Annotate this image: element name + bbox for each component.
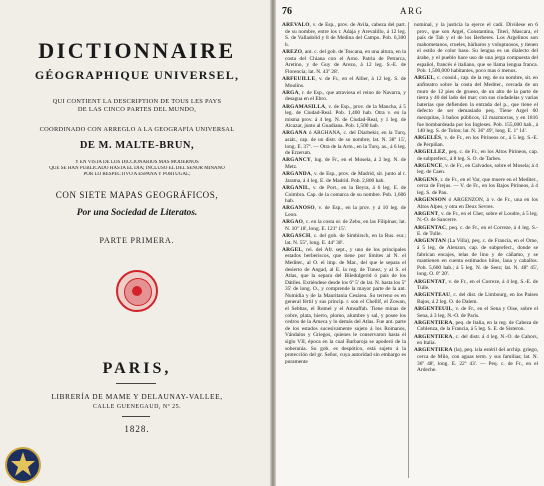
entry-text: , c. en la costa or. de Zebu, en las Filipinas; lat. N. 10º 18', long. E. 121º 15'. xyxy=(285,219,406,232)
dictionary-entry xyxy=(282,205,406,218)
dictionary-entry xyxy=(282,157,406,170)
entry-headword: ARGANCY xyxy=(282,157,311,164)
entry-headword: ARGEL xyxy=(282,246,303,253)
entry-text: , c. consid., cap. de la reg. de su nombre, sit. en anfiteatro sobre la costa del Mediter., cercada de un muro de 12 pies de grueso, de un alto de la parte de tierra y 40 del lado del mar; con sus ciudadelas y varias baterías que defienden la entrada del p., que tiene el defecto de ser demasiado peq. Tiene Argel 60 mezquitas, 3 baños públicos, 12 mazmorras, y en 1816 fue bombardeada por los Ingleses. Pob. 155,000 hab., á 140 leg. S. de Tolon; lat. N. 36º 49', long. E. 1º 14'. xyxy=(417,75,538,135)
entry-text: , v. de Fr., en el Cher, sobre el Loudre, á 5 leg. N.-O. de Sancerre. xyxy=(417,210,538,224)
entry-headword: ARGENCE xyxy=(414,162,443,169)
dictionary-entry xyxy=(282,171,406,184)
publisher-line: LIBRERÍA DE MAME Y DELAUNAY-VALLEE, xyxy=(51,392,223,401)
dictionary-entry xyxy=(282,219,406,232)
dictionary-entry xyxy=(414,292,538,305)
entry-headword: ARGANA xyxy=(282,130,307,137)
dictionary-entry xyxy=(414,279,538,292)
watermark-logo-icon xyxy=(4,446,42,484)
entry-text: , v. de Esp., prov. de la Mancha, á 5 leg. de Ciudad-Real. Pob. 1,400 hab. Otra v. en la misma prov. á 4 leg. N. de Ciudad-Real, y 1 leg. de Alcazar, junto al Guadiana. Pob. 1,500 hab. xyxy=(285,103,406,130)
entry-text: , peq. c. de Fr., en el Correze, á 4 leg. S.-E. de Tulle. xyxy=(417,224,538,238)
entry-text: , v. de Fr., en Calvados, sobre el Mosela; á 4 leg. de Caen. xyxy=(417,162,538,176)
entry-text: , v. de Fr., en el Correze, á 4 leg. S.-E. de Tulle. xyxy=(417,278,538,292)
page-number: 76 xyxy=(282,6,292,17)
entry-headword: AREZO xyxy=(282,48,303,55)
entry-text: , v. de Port., en la Beyra, á 6 leg. E. de Coimbra. Cap. de la comarca de su nombre. Pob. 1,606 hab. xyxy=(285,185,406,205)
dictionary-entry xyxy=(414,197,538,210)
left-column xyxy=(282,22,406,482)
entry-text: , r. de Esp., que atraviesa el reino de Navarra, y desagua en el Ebro. xyxy=(285,89,406,103)
entry-headword: ARGANOSO xyxy=(282,205,315,212)
dictionary-entry xyxy=(282,49,406,75)
dictionary-entry xyxy=(414,149,538,162)
publication-year: 1828. xyxy=(124,424,150,434)
entry-headword: ARGEL xyxy=(414,75,435,82)
book-title: DICTIONNAIRE xyxy=(38,38,236,63)
entry-text: , v. de Fr., en los Pirineos or., á 5 leg. S.-E. de Perpiñan. xyxy=(417,135,538,148)
entry-text: ó ARGHANA, c. del Diarbekir, en la Turq. asiát., cap. de un distr. de su nombre; lat. N. 38º 15', long. E. 37º. — Otra de la Arm., en la Turq. as., á 6 leg. de Erzerum. xyxy=(285,130,406,157)
entry-headword: ARGENTEUIL xyxy=(414,306,453,313)
entry-headword: ARFEUILLE xyxy=(282,75,316,82)
divider xyxy=(122,416,150,417)
dictionary-entry xyxy=(282,247,406,366)
dictionary-entry xyxy=(282,185,406,205)
entry-headword: ARGANIL xyxy=(282,185,309,191)
coordination-line: COORDINADO CON ARREGLO A LA GEOGRAFÍA UNIVERSAL xyxy=(39,126,235,133)
dictionary-entry xyxy=(414,211,538,224)
entry-text: , v. de Esp., en la prov. y á 10 leg. de Leon. xyxy=(285,205,406,218)
entry-text: ó ARGENZON, á v. de Fr., una en los Altos Alpes, y otra en Deux Sevres. xyxy=(417,197,538,210)
entry-text: , lug. de Fr., en el Mosela, á 2 leg. N. de Metz. xyxy=(285,157,406,171)
entry-text: (La Villa), peq. c. de Francia, en el Orne, á 5 leg. de Alenzon, cap. de subprefect., donde se fabrican encajes, telas de lino y de cáñamo, y se mantienen en cuenta estimados hilos, lana y caballos. Pob. 5,600 hab.; á 5 leg. N. de Seez; lat. N. 48º 45', long. O. 0º 20'. xyxy=(417,238,538,278)
note-line-2: QUE SE HAN PUBLICADO HASTA EL DIA; INCLUSO EL DEL SEÑOR MIÑANO xyxy=(49,166,225,171)
divider xyxy=(116,383,156,384)
dictionary-entry xyxy=(414,75,538,134)
society-line: Por una Sociedad de Literatos. xyxy=(76,208,198,218)
entry-headword: ARGENTEAU xyxy=(414,292,451,299)
dictionary-entry xyxy=(282,233,406,246)
running-head: ARG xyxy=(400,6,424,16)
dictionary-entry xyxy=(414,347,538,373)
entry-text: , v. de Fr., en el Allier, á 12 leg. S. de Moulins. xyxy=(285,75,406,89)
entry-headword: ARGENTAC xyxy=(414,224,447,231)
note-line-1: Y EN VISTA DE LOS DICCIONARIOS MAS MODERNOS xyxy=(75,160,199,165)
author-line: DE M. MALTE-BRUN, xyxy=(79,140,195,151)
dictionary-entry xyxy=(414,306,538,319)
entry-text: , peq. de Italia, en la reg. de Cabeza de Coblenza, de la Francia, á 5 leg. S. E. de Sisteron. xyxy=(417,319,538,333)
dictionary-page xyxy=(276,0,544,486)
book-subtitle: GÉOGRAPHIQUE UNIVERSEL, xyxy=(34,68,240,82)
dictionary-entry xyxy=(414,177,538,197)
dictionary-entry xyxy=(282,76,406,89)
address-line: CALLE GUENÉGAUD, Nº 25. xyxy=(92,404,182,410)
note-line-3: POR LO RESPECTIVO A ESPAÑA Y PORTUGAL; xyxy=(83,172,191,177)
entry-headword: ARGELÉS xyxy=(414,135,442,142)
entry-headword: ARGELLEZ xyxy=(414,149,446,156)
entry-text: , rei. del Afr. sept., y uno de los principales estados berberiscos, que tiene por límites al N. el Mediter., al O. el imp. de Mar., del que le separa el desierto de Angad, al E. la reg. de Tunez, y al S. el Atlas, que la separa del Biledulgerid ó país de los Dátiles. Extiéndese desde los 6º 5' de lat. N. hasta los 5º 35' de long. O., y comprende la mayor parte de la ant. Numidia y de la Mauritania Cesárea. Su terreno es en general fértil y sus princip. r. son el Chellif, el Zowan, el Sebbas, el Rumel y el Amsaffah. Tiene minas de cobre, plata, hierro, plomo, alumbre y sal, y posee los cedros de la Ameca y lo demás del Atlas. Fue ant. parte de los estados sucesivamente sujeto á los Romanos, Vándalos y Griegos, quienes le conservaron hasta el siglo VII, época en la cual Barbaroja se apoderó de la soberanía. Su gob. es despótico, está sujeto á la protección del gr. Señor, cuya autoridad sin embargo es puramente xyxy=(285,246,406,365)
entry-text: (la), peq. isla estéril del archip. griego, cerca de Milo, con aguas term. y sus familias; lat. N. 36º 48', long. E. 22º 43'. — Peq. c. de Fr., en el Ardeche. xyxy=(417,347,538,374)
entry-text: , v. de Esp., prov. de Avila, cabeza del part. de su nombre, entre los r. Adaja y Arevalillo, á 12 leg. S. de Valladolid y 8 de Medina del Campo. Pob. 6,300 h. xyxy=(285,22,406,48)
entry-text: , c. del distr. á 4 leg. N.-O. de Cahors, en Italia. xyxy=(417,333,538,347)
entry-text: , v. de Esp., prov. de Madrid, sit. junto al r. Jarama, á 4 leg. E. de Madrid. Pob. 2,800 hab. xyxy=(285,171,406,184)
dictionary-entry xyxy=(414,163,538,176)
library-stamp-icon xyxy=(116,270,158,312)
dictionary-entry xyxy=(414,320,538,333)
dictionary-entry xyxy=(414,238,538,278)
entry-headword: ARGAO xyxy=(282,219,304,226)
entry-text: , c. del gob. de Simbirsch, en la Rus. eur.; lat. N. 55º, long. E. 44º 30'. xyxy=(285,232,406,246)
entry-headword: ARÉVALO xyxy=(282,22,310,28)
page-header xyxy=(282,6,540,18)
dictionary-entry xyxy=(282,104,406,130)
entry-headword: ARGASCH xyxy=(282,232,311,239)
entry-headword: ARGENT xyxy=(414,210,439,217)
dictionary-entry xyxy=(282,90,406,103)
entry-headword: ARGAMASILLA xyxy=(282,103,326,110)
entry-headword: ARGENTIERA xyxy=(414,319,453,326)
entry-headword: ARGENTIERA xyxy=(414,333,453,340)
entry-text: , v. de Fr., en el Sena y Oise, sobre el Sena, á 3 leg. N.-O. de Paris. xyxy=(417,306,538,319)
entry-headword: ARGENTAN xyxy=(414,238,447,245)
dictionary-entry xyxy=(282,22,406,48)
entry-headword: ARGANDA xyxy=(282,171,311,178)
dictionary-entry xyxy=(414,22,538,75)
entry-headword: ARGENSON xyxy=(414,197,447,203)
entry-text: , c. del dist. de Limbourg, en los Países Bajos, á 2 leg. O. de Dalem. xyxy=(417,292,538,305)
dictionary-entry xyxy=(282,130,406,156)
entry-headword: ARGA xyxy=(282,89,299,96)
publication-city: PARIS, xyxy=(102,360,172,377)
entry-headword: ARGENS xyxy=(414,176,438,183)
entry-text: , peq. c. de Fr., en los Altos Pirineos, cap. de subprefect., á 8 leg. S. O. de Tarbes. xyxy=(417,149,538,162)
entry-text: nominal, y la justicia la ejerce el cadí. Divídese en 6 prov., que son Argel, Constantina, Titeri, Mascara, el país de Tab y el de los Berberes. Los Argelinos son mahometanos, crueles, bárbaros y voluptuosos, y tienen el estilo de color baso. Su lengua es un dialecto del árabe, y el pueblo hace uso de una jerga compuesta del español, francés é italiano, que se llama lengua franca. Pob. 1,500,000 habitantes, poco mas ó menos. xyxy=(414,22,538,75)
entry-headword: ARGENTIERA xyxy=(414,347,453,354)
dictionary-entry xyxy=(414,225,538,238)
entry-headword: ARGENTAT xyxy=(414,278,446,285)
maps-line: CON SIETE MAPAS GEOGRÁFICOS, xyxy=(55,190,219,200)
dictionary-entry xyxy=(414,334,538,347)
part-line: PARTE PRIMERA. xyxy=(99,236,175,245)
description-line-1: QUI CONTIENT LA DESCRIPTION DE TOUS LES PAYS xyxy=(52,98,222,105)
dictionary-entry xyxy=(414,135,538,148)
right-column xyxy=(414,22,538,482)
description-line-2: DE LAS CINCO PARTES DEL MUNDO, xyxy=(77,106,197,113)
column-divider xyxy=(408,22,409,478)
entry-text: , r. de Fr., en el Var, que muere en el Mediter., cerca de Frejus. — V. de Fr., en los Bajos Pirineos, á 4 leg. S. de Pau. xyxy=(417,176,538,196)
entry-text: , ant. c. del gob. de Toscana, en una altura, en la costa del Chiana con el Arno. Patria de Petrarca, Aretino, y de Guy de Arezo, á 12 leg. S.-E. de Florencia; lat. N. 43º 28'. xyxy=(285,48,406,75)
